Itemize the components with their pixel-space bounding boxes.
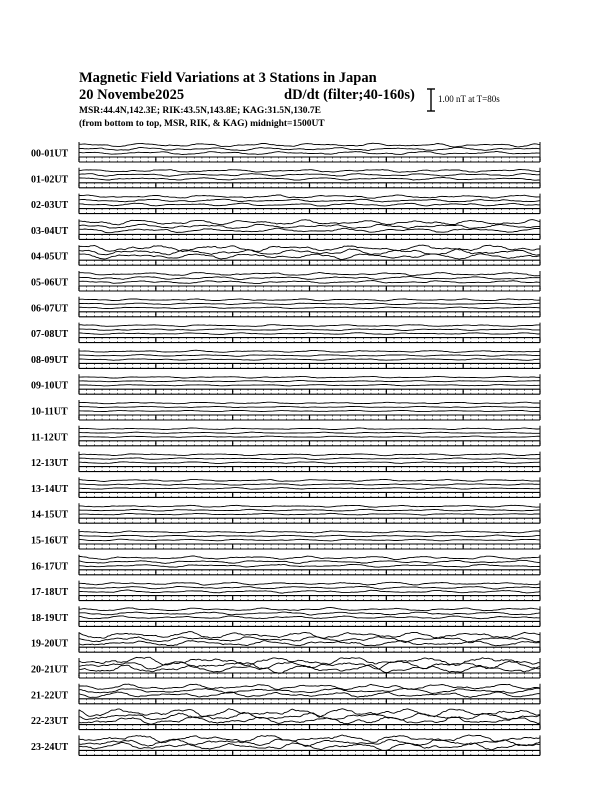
trace-msr bbox=[79, 436, 540, 437]
trace-kag bbox=[79, 325, 540, 327]
trace-rik bbox=[79, 458, 540, 460]
hour-row-label: 05-06UT bbox=[31, 277, 69, 289]
hour-row-label: 23-24UT bbox=[31, 741, 69, 753]
trace-msr bbox=[79, 616, 540, 619]
hour-row-label: 21-22UT bbox=[31, 690, 69, 702]
station-order-note: (from bottom to top, MSR, RIK, & KAG) midnight=1500UT bbox=[79, 119, 325, 129]
trace-kag bbox=[79, 657, 540, 666]
trace-msr bbox=[79, 539, 540, 541]
hour-row-label: 08-09UT bbox=[31, 354, 69, 366]
trace-msr bbox=[79, 590, 540, 593]
trace-rik bbox=[79, 355, 540, 357]
trace-kag bbox=[79, 143, 540, 147]
trace-rik bbox=[79, 586, 540, 589]
trace-kag bbox=[79, 428, 540, 430]
trace-kag bbox=[79, 531, 540, 533]
trace-msr bbox=[79, 152, 540, 155]
hour-row-label: 20-21UT bbox=[31, 664, 69, 676]
chart-quantity: dD/dt (filter;40-160s) bbox=[284, 87, 415, 103]
hour-row bbox=[31, 142, 540, 162]
trace-kag bbox=[79, 195, 540, 198]
hour-row bbox=[31, 529, 540, 549]
hour-row-label: 19-20UT bbox=[31, 638, 69, 650]
trace-msr bbox=[79, 178, 540, 181]
trace-kag bbox=[79, 169, 540, 172]
hour-row bbox=[31, 374, 540, 394]
trace-msr bbox=[79, 333, 540, 335]
trace-kag bbox=[79, 556, 540, 560]
trace-kag bbox=[79, 735, 540, 743]
hour-row bbox=[31, 477, 540, 497]
trace-msr bbox=[79, 281, 540, 284]
hour-row-label: 04-05UT bbox=[31, 251, 69, 263]
hour-row bbox=[31, 632, 540, 653]
trace-rik bbox=[79, 147, 540, 150]
chart-date: 20 Novembe2025 bbox=[79, 87, 185, 103]
trace-msr bbox=[79, 359, 540, 361]
hour-row-label: 11-12UT bbox=[31, 432, 68, 444]
trace-kag bbox=[79, 608, 540, 611]
hour-row bbox=[31, 709, 540, 730]
hour-row-label: 16-17UT bbox=[31, 561, 69, 573]
hour-row-label: 09-10UT bbox=[31, 380, 69, 392]
trace-msr bbox=[79, 254, 540, 260]
hour-row-label: 10-11UT bbox=[31, 406, 68, 418]
hour-row-label: 17-18UT bbox=[31, 587, 69, 599]
trace-msr bbox=[79, 228, 540, 233]
hour-row-label: 13-14UT bbox=[31, 483, 69, 495]
trace-rik bbox=[79, 199, 540, 202]
trace-rik bbox=[79, 484, 540, 486]
hour-row bbox=[31, 555, 540, 575]
trace-rik bbox=[79, 277, 540, 280]
hour-row bbox=[31, 581, 540, 601]
trace-kag bbox=[79, 377, 540, 379]
trace-rik bbox=[79, 432, 540, 433]
trace-msr bbox=[79, 410, 540, 411]
trace-rik bbox=[79, 688, 540, 693]
hour-row-label: 01-02UT bbox=[31, 174, 69, 186]
trace-kag bbox=[79, 402, 540, 404]
hour-row-label: 00-01UT bbox=[31, 148, 69, 160]
hour-row bbox=[31, 168, 540, 188]
trace-rik bbox=[79, 535, 540, 537]
trace-kag bbox=[79, 582, 540, 585]
trace-kag bbox=[79, 505, 540, 507]
hour-row bbox=[31, 348, 540, 368]
hour-row bbox=[31, 219, 540, 239]
hour-row bbox=[31, 452, 540, 472]
trace-msr bbox=[79, 488, 540, 490]
trace-kag bbox=[79, 272, 540, 275]
hour-row-label: 03-04UT bbox=[31, 225, 69, 237]
trace-rik bbox=[79, 406, 540, 407]
hour-row bbox=[31, 503, 540, 523]
trace-msr bbox=[79, 641, 540, 646]
hour-row-label: 18-19UT bbox=[31, 612, 69, 624]
hour-row-label: 06-07UT bbox=[31, 303, 69, 315]
hour-row-label: 02-03UT bbox=[31, 200, 69, 212]
trace-rik bbox=[79, 612, 540, 615]
hour-row bbox=[31, 684, 540, 704]
trace-rik bbox=[79, 381, 540, 382]
trace-msr bbox=[79, 564, 540, 567]
chart-title: Magnetic Field Variations at 3 Stations in Japan bbox=[79, 70, 377, 86]
trace-kag bbox=[79, 245, 540, 252]
trace-rik bbox=[79, 329, 540, 331]
hour-row-label: 07-08UT bbox=[31, 329, 69, 341]
trace-msr bbox=[79, 384, 540, 386]
trace-kag bbox=[79, 350, 540, 352]
hour-row-label: 12-13UT bbox=[31, 458, 69, 470]
hour-row bbox=[31, 194, 540, 214]
hour-row-label: 15-16UT bbox=[31, 535, 69, 547]
trace-rik bbox=[79, 560, 540, 563]
hour-row bbox=[31, 606, 540, 626]
trace-rik bbox=[79, 224, 540, 228]
hour-row bbox=[31, 323, 540, 343]
station-info: MSR:44.4N,142.3E; RIK:43.5N,143.8E; KAG:31.5N,130.7E bbox=[79, 106, 321, 116]
hour-row bbox=[31, 271, 540, 291]
hour-row-label: 22-23UT bbox=[31, 716, 69, 728]
hour-row bbox=[31, 426, 540, 446]
trace-msr bbox=[79, 307, 540, 309]
trace-rik bbox=[79, 249, 540, 255]
scale-label: 1.00 nT at T=80s bbox=[438, 94, 500, 104]
trace-rik bbox=[79, 303, 540, 305]
hour-row bbox=[31, 735, 540, 755]
trace-kag bbox=[79, 479, 540, 481]
trace-msr bbox=[79, 203, 540, 206]
hour-row-label: 14-15UT bbox=[31, 509, 69, 521]
trace-msr bbox=[79, 513, 540, 515]
trace-kag bbox=[79, 454, 540, 456]
trace-rik bbox=[79, 174, 540, 177]
trace-kag bbox=[79, 299, 540, 301]
trace-rik bbox=[79, 509, 540, 511]
trace-kag bbox=[79, 220, 540, 225]
hour-row bbox=[31, 297, 540, 317]
hour-row bbox=[31, 400, 540, 420]
hour-row bbox=[31, 657, 540, 678]
hour-row bbox=[31, 245, 540, 265]
trace-msr bbox=[79, 462, 540, 464]
trace-kag bbox=[79, 684, 540, 690]
